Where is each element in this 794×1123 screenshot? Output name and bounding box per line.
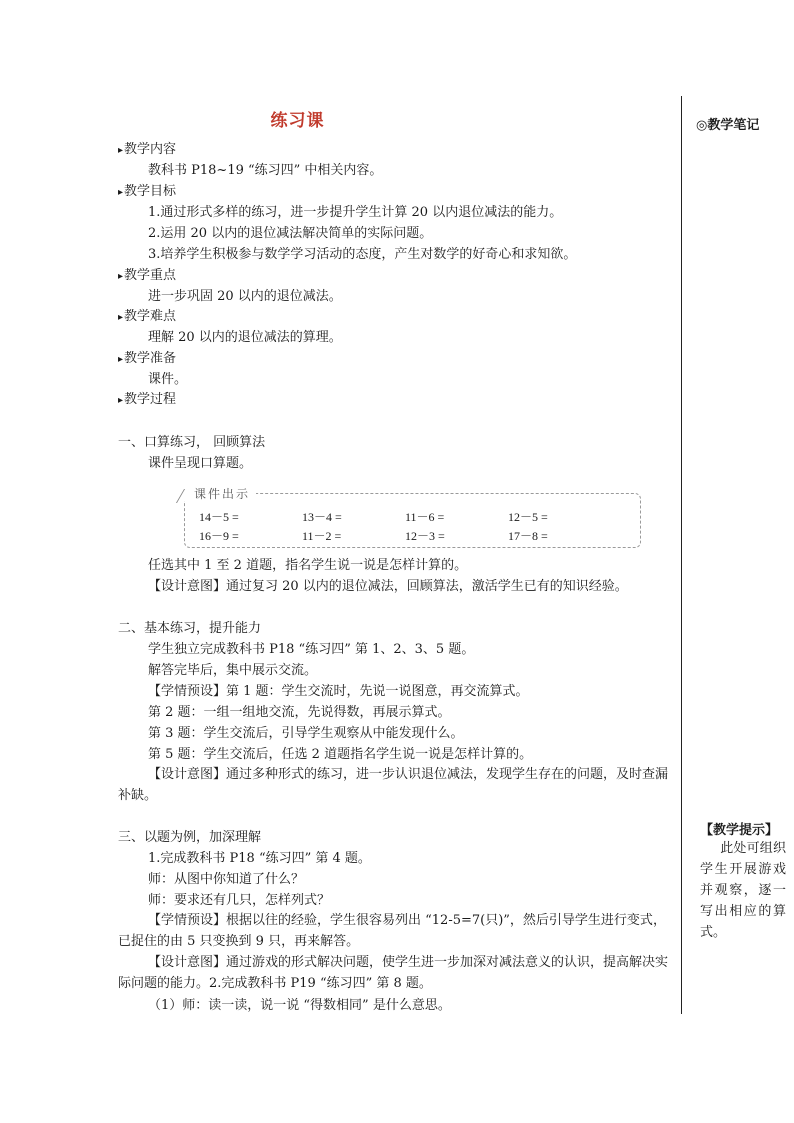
- part2-design-intent: 【设计意图】通过多种形式的练习，进一步认识退位减法，发现学生存在的问题，及时查漏补缺。: [118, 767, 669, 803]
- part2-line2: 解答完毕后，集中展示交流。: [148, 663, 318, 678]
- problem-3: 11－6 =: [405, 510, 445, 524]
- margin-divider: [681, 96, 682, 1014]
- part3-student-prediction: 【学情预设】根据以往的经验，学生很容易列出 “12-5=7(只)”，然后引导学生进行变式，已捉住的由 5 只变换到 9 只，再来解答。: [118, 913, 666, 949]
- problem-2: 13－4 =: [302, 510, 342, 524]
- part2-line3: 【学情预设】第 1 题：学生交流时，先说一说图意，再交流算式。: [148, 684, 529, 699]
- problem-8: 17－8 =: [508, 529, 548, 543]
- part2-line6: 第 5 题：学生交流后，任选 2 道题指名学生说一说是怎样计算的。: [148, 747, 533, 762]
- problem-7: 12－3 =: [405, 529, 445, 543]
- problem-6: 11－2 =: [302, 529, 342, 543]
- key-points-heading: ▸ 教学重点: [118, 267, 176, 286]
- content-heading: ▸ 教学内容: [118, 141, 176, 160]
- part1-design-intent: 【设计意图】通过复习 20 以内的退位减法，回顾算法，激活学生已有的知识经验。: [148, 579, 628, 594]
- part3-line3: 师：要求还有几只，怎样列式？: [148, 893, 331, 908]
- process-heading: ▸ 教学过程: [118, 391, 176, 410]
- courseware-box: [184, 487, 641, 548]
- page-title: 练习课: [270, 111, 325, 131]
- goal-3: 3.培养学生积极参与数学学习活动的态度，产生对数学的好奇心和求知欲。: [148, 247, 577, 262]
- teaching-tip-text: 此处可组织学生开展游戏并观察，逐一写出相应的算式。: [700, 841, 786, 940]
- goals-heading: ▸ 教学目标: [118, 183, 176, 202]
- part3-line6: （1）师：读一读，说一说 “得数相同” 是什么意思。: [148, 998, 451, 1013]
- preparation-heading: ▸ 教学准备: [118, 350, 176, 369]
- problem-5: 16－9 =: [199, 529, 239, 543]
- part2-line4: 第 2 题：一组一组地交流，先说得数，再展示算式。: [148, 705, 451, 720]
- difficulty-text: 理解 20 以内的退位减法的算理。: [148, 330, 342, 345]
- part3-line2: 师：从图中你知道了什么？: [148, 872, 305, 887]
- courseware-label: 课件出示: [184, 485, 256, 501]
- part1-heading: 一、口算练习， 回顾算法: [118, 435, 266, 450]
- teaching-notes-title: ◎教学笔记: [696, 118, 760, 133]
- part2-line5: 第 3 题：学生交流后，引导学生观察从中能发现什么。: [148, 726, 464, 741]
- content-text: 教科书 P18~19 “练习四” 中相关内容。: [148, 163, 383, 178]
- problem-4: 12－5 =: [508, 510, 548, 524]
- teaching-tip-title: 【教学提示】: [700, 823, 779, 838]
- problem-1: 14－5 =: [199, 510, 239, 524]
- goal-1: 1.通过形式多样的练习，进一步提升学生计算 20 以内退位减法的能力。: [148, 205, 563, 220]
- preparation-text: 课件。: [148, 372, 188, 387]
- goal-2: 2.运用 20 以内的退位减法解决简单的实际问题。: [148, 226, 433, 241]
- part2-heading: 二、基本练习，提升能力: [118, 621, 262, 636]
- part2-line1: 学生独立完成教科书 P18 “练习四” 第 1、2、3、5 题。: [148, 642, 475, 657]
- part1-line1: 课件呈现口算题。: [148, 456, 253, 471]
- part1-line2: 任选其中 1 至 2 道题，指名学生说一说是怎样计算的。: [148, 558, 468, 573]
- teaching-tip-body: [700, 838, 786, 943]
- difficulty-heading: ▸ 教学难点: [118, 308, 176, 327]
- key-points-text: 进一步巩固 20 以内的退位减法。: [148, 289, 342, 304]
- part3-design-intent: 【设计意图】通过游戏的形式解决问题，使学生进一步加深对减法意义的认识，提高解决实际问题的能力。2.完成教科书 P19 “练习四” 第 8 题。: [118, 955, 669, 991]
- part3-line1: 1.完成教科书 P18 “练习四” 第 4 题。: [148, 851, 371, 866]
- part3-heading: 三、以题为例，加深理解: [118, 830, 262, 845]
